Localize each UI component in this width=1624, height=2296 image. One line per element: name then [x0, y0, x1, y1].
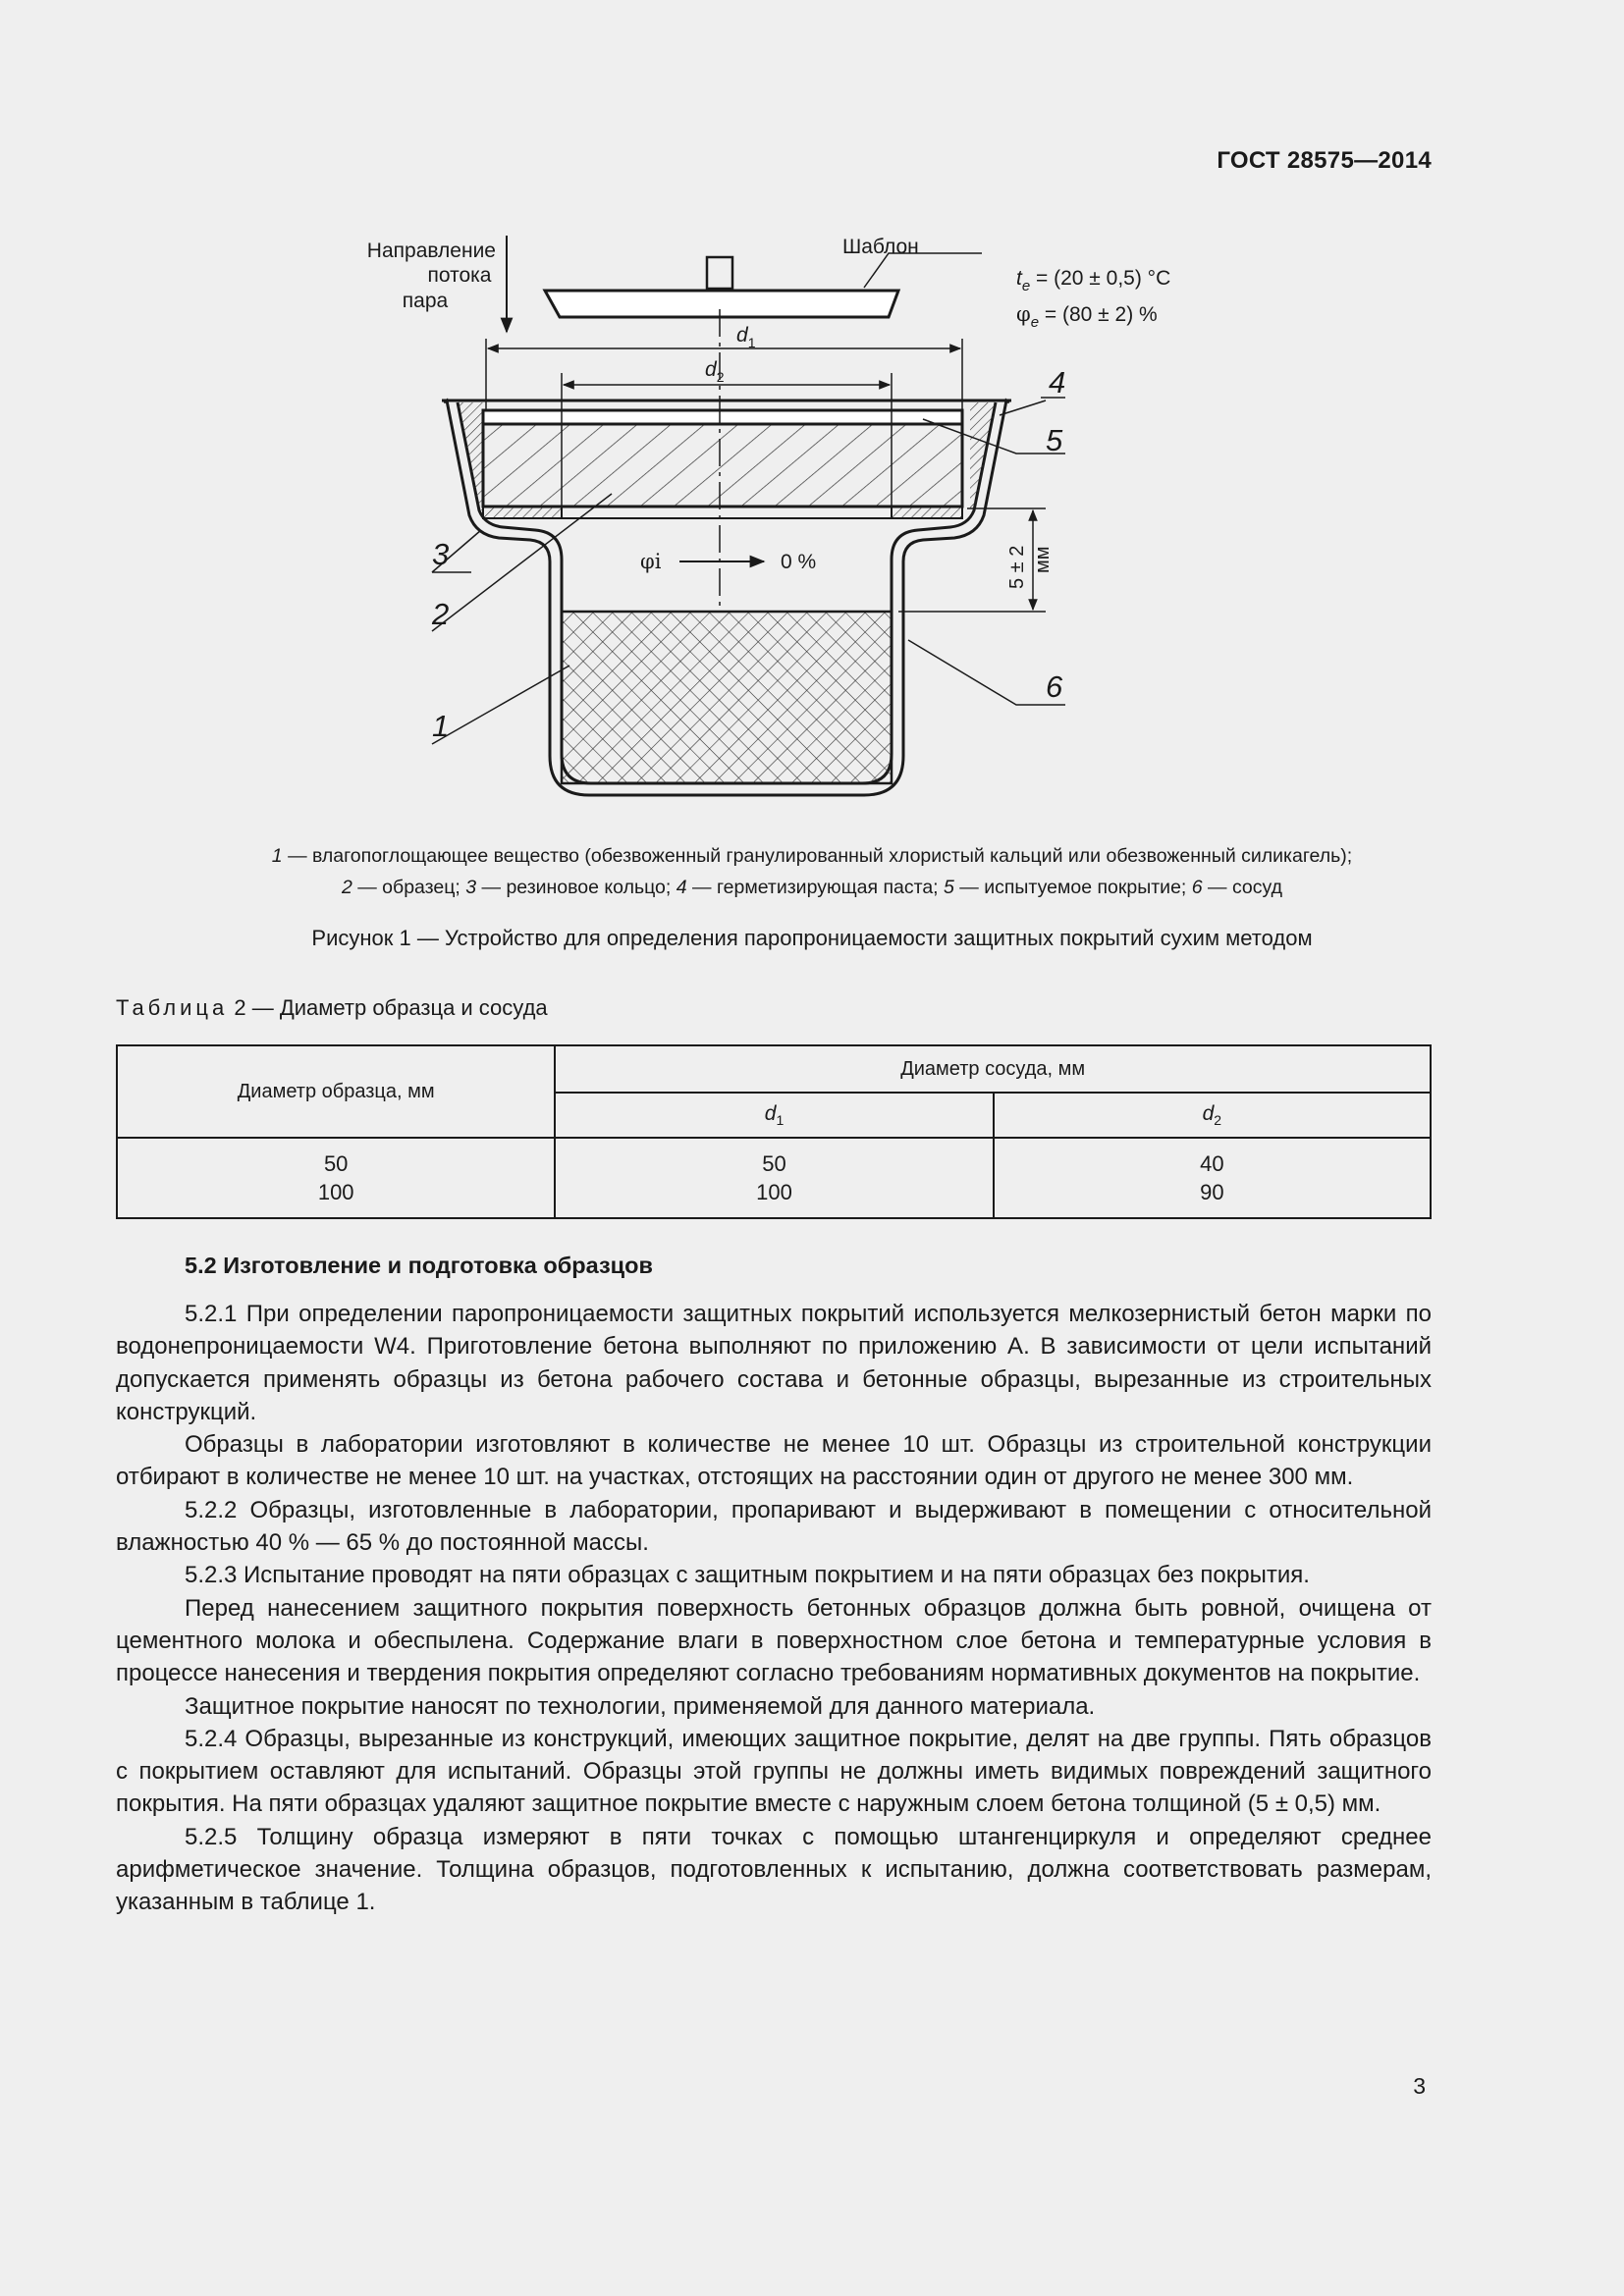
header-d2-subscript: 2	[1214, 1112, 1222, 1129]
callout-3: 3	[432, 537, 450, 571]
table-cell: 100	[317, 1180, 354, 1204]
steam-label-line-1: Направление	[366, 240, 496, 262]
legend-num-2: 2	[341, 877, 352, 898]
steam-label-line-3: пара	[402, 290, 449, 312]
paragraph-5-2-4: 5.2.4 Образцы, вырезанные из конструкций, имеющих защитное покрытие, делят на две группы. Пять образцов с покрытием оставляют для испытаний. Образцы этой группы не должны иметь видимых повреждений защитного покрытия. На пяти образцах удаляют защитное покрытие вместе с наружным слоем бетона толщиной (5 ± 0,5) мм.	[116, 1725, 1432, 1818]
d2-label: $d_2$	[705, 358, 725, 385]
paragraph-surface-prep: Перед нанесением защитного покрытия поверхность бетонных образцов должна быть ровной, очищена от цементного молока и обеспылена. Содержание влаги в поверхностном слое бетона и температурные условия в процессе нанесения и твердения покрытия определяют согласно требованиям нормативных документов на покрытие.	[116, 1594, 1432, 1687]
figure-legend	[118, 840, 1506, 903]
template-shape	[545, 253, 982, 317]
zero-percent-label: 0 %	[781, 551, 817, 573]
callout-6: 6	[1046, 669, 1063, 704]
table-caption-text: 2 — Диаметр образца и сосуда	[228, 995, 548, 1020]
legend-text-4: — герметизирующая паста;	[686, 877, 944, 898]
sample-diameter-cell	[117, 1138, 555, 1218]
legend-text-5: — испытуемое покрытие;	[953, 877, 1192, 898]
legend-line-2	[118, 872, 1506, 903]
d1-label: $d_1$	[736, 324, 756, 350]
paragraph-5-2-1: 5.2.1 При определении паропроницаемости защитных покрытий используется мелкозернистый бетон марки по водонепроницаемости W4. Приготовление бетона выполняют по приложению А. В зависимости от цели испытаний допускается применять образцы из бетона рабочего состава и бетонные образцы, вырезанные из строительных конструкций.	[116, 1301, 1432, 1425]
d2-cell	[994, 1138, 1431, 1218]
legend-text-1: — влагопоглощающее вещество (обезвоженный гранулированный хлористый кальций или обезвоженный силикагель);	[282, 845, 1353, 867]
table-cell: 50	[762, 1151, 786, 1176]
figure-1-apparatus	[324, 221, 1208, 810]
gap-dimension-value: 5 ± 2	[1006, 545, 1028, 589]
paragraph-coating-applied: Защитное покрытие наносят по технологии, применяемой для данного материала.	[185, 1692, 1096, 1720]
legend-num-5: 5	[944, 877, 954, 898]
header-d1-symbol: d	[764, 1101, 777, 1125]
paragraph-5-2-2: 5.2.2 Образцы, изготовленные в лаборатории, пропаривают и выдерживают в помещении с относительной влажностью 40 % — 65 % до постоянной массы.	[116, 1496, 1432, 1557]
d1-cell	[555, 1138, 993, 1218]
table-cell: 40	[1200, 1151, 1224, 1176]
template-label: Шаблон	[842, 236, 919, 258]
diameter-table	[116, 1044, 1432, 1219]
temperature-label: $t_e = (20 \pm 0,5)$ °C	[1016, 267, 1171, 294]
steam-label-line-2: потока	[427, 264, 492, 287]
page-number: 3	[1413, 2073, 1426, 2099]
legend-text-2: — образец;	[352, 877, 466, 898]
legend-line-1	[118, 840, 1506, 872]
header-d1	[555, 1093, 993, 1138]
header-d2-symbol: d	[1202, 1101, 1215, 1125]
figure-caption: Рисунок 1 — Устройство для определения паропроницаемости защитных покрытий сухим методом	[311, 926, 1313, 950]
legend-num-4: 4	[676, 877, 687, 898]
legend-num-3: 3	[465, 877, 477, 898]
callout-5: 5	[1046, 423, 1063, 457]
table-cell: 90	[1200, 1180, 1224, 1204]
table-cell: 50	[323, 1151, 349, 1176]
legend-num-6: 6	[1191, 877, 1203, 898]
header-d1-subscript: 1	[776, 1112, 785, 1129]
table-cell: 100	[756, 1180, 792, 1204]
legend-text-6: — сосуд	[1202, 877, 1283, 898]
table-caption-word: Таблица	[116, 995, 229, 1020]
section-heading: 5.2 Изготовление и подготовка образцов	[185, 1253, 653, 1278]
document-header: ГОСТ 28575—2014	[1217, 147, 1432, 174]
table-caption	[116, 995, 548, 1021]
gap-dimension-unit: мм	[1032, 546, 1054, 573]
desiccant-fill	[562, 612, 892, 783]
sample-layers	[483, 410, 962, 518]
legend-num-1: 1	[271, 845, 283, 867]
humidity-label: $\varphi_e = (80 \pm 2)$ %	[1016, 302, 1158, 331]
callout-2: 2	[432, 597, 450, 631]
paragraph-5-2-3: 5.2.3 Испытание проводят на пяти образцах с защитным покрытием и на пяти образцах без покрытия.	[185, 1562, 1310, 1589]
legend-text-3: — резиновое кольцо;	[476, 877, 677, 898]
header-d2	[994, 1093, 1431, 1138]
section-body	[116, 1298, 1432, 1919]
phi-i-label: φi	[640, 550, 662, 573]
header-sample-diameter: Диаметр образца, мм	[117, 1045, 555, 1138]
paragraph-5-2-5: 5.2.5 Толщину образца измеряют в пяти точках с помощью штангенциркуля и определяют среднее арифметическое значение. Толщина образцов, подготовленных к испытанию, должна соответствовать размерам, указанным в таблице 1.	[116, 1823, 1432, 1916]
callout-1: 1	[432, 709, 450, 743]
paragraph-samples-count: Образцы в лаборатории изготовляют в количестве не менее 10 шт. Образцы из строительной конструкции отбирают в количестве не менее 10 шт. на участках, отстоящих на расстоянии один от другого не менее 300 мм.	[116, 1431, 1432, 1491]
header-vessel-diameter: Диаметр сосуда, мм	[555, 1045, 1431, 1093]
callout-4: 4	[1049, 365, 1066, 400]
